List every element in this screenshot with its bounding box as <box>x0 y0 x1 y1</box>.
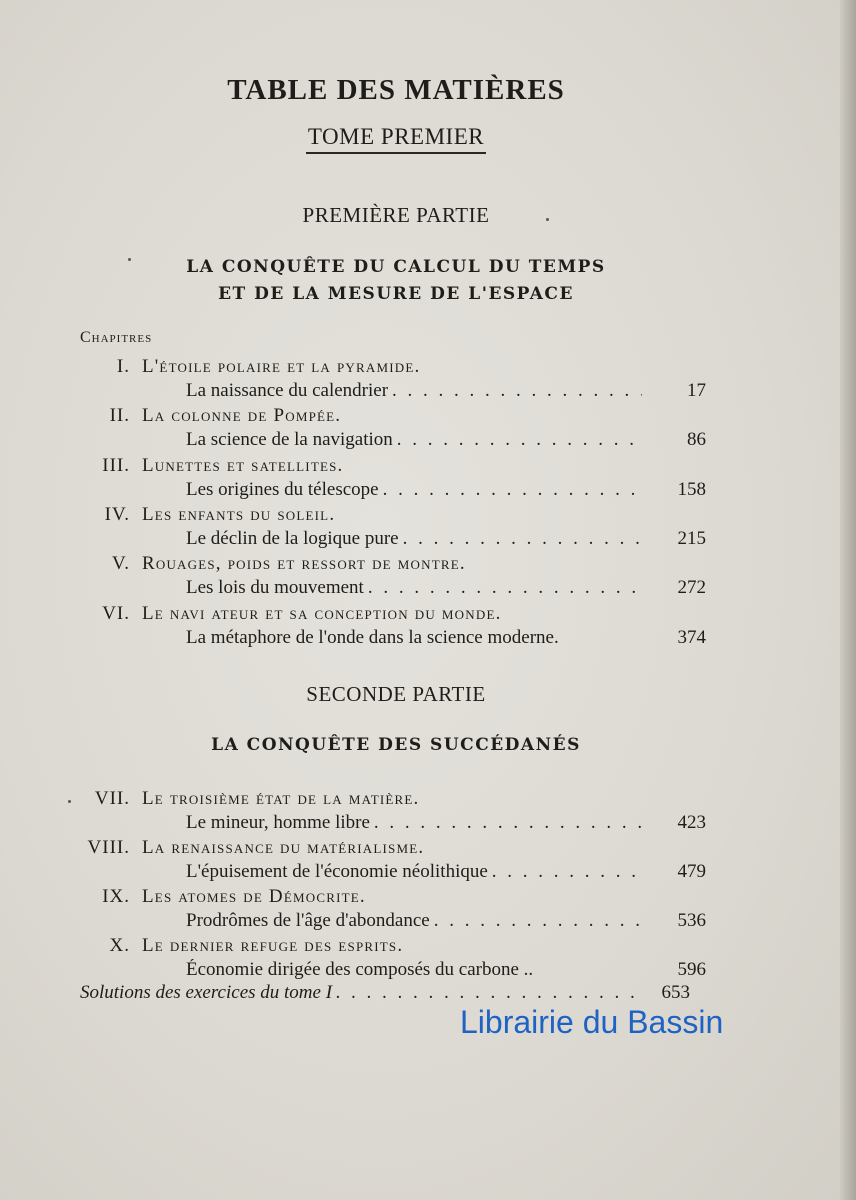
page-number: 596 <box>677 959 706 980</box>
leader-dots <box>492 861 642 883</box>
page-number: 17 <box>687 380 706 401</box>
page-edge <box>840 0 856 1200</box>
chapter-title: Les atomes de Démocrite. <box>142 886 366 907</box>
toc-entry <box>0 935 856 985</box>
toc-entry <box>0 837 856 887</box>
chapter-title: L'étoile polaire et la pyramide. <box>142 356 421 377</box>
chapter-subtitle: La science de la navigation <box>186 429 393 450</box>
leader-dots <box>374 812 642 834</box>
watermark: Librairie du Bassin <box>460 1004 724 1040</box>
chapter-subtitle-line <box>186 910 642 936</box>
page-number: 215 <box>677 528 706 549</box>
toc-entry <box>0 356 856 406</box>
chapter-subtitle: La naissance du calendrier <box>186 380 389 401</box>
part-two-subtitle: LA CONQUÊTE DES SUCCÉDANÉS <box>211 735 581 755</box>
chapter-subtitle: Économie dirigée des composés du carbone .. <box>186 959 534 980</box>
chapter-number: IX. <box>102 886 130 907</box>
leader-dots <box>434 910 642 932</box>
chapter-number: X. <box>109 935 130 956</box>
chapter-number: VII. <box>94 788 130 809</box>
chapter-subtitle: Prodrômes de l'âge d'abondance <box>186 910 430 931</box>
page-number: 374 <box>677 627 706 648</box>
chapter-number: IV. <box>104 504 130 525</box>
chapter-subtitle: L'épuisement de l'économie néolithique <box>186 861 488 882</box>
page-title: TABLE DES MATIÈRES <box>227 74 565 106</box>
leader-dots <box>403 528 642 550</box>
chapter-subtitle: Le mineur, homme libre <box>186 812 370 833</box>
chapter-subtitle: Les origines du télescope <box>186 479 379 500</box>
toc-entry <box>0 504 856 554</box>
chapter-title: Lunettes et satellites. <box>142 455 344 476</box>
page-number: 536 <box>677 910 706 931</box>
part-one-subtitle-line1: LA CONQUÊTE DU CALCUL DU TEMPS <box>186 257 606 277</box>
chapter-title: La colonne de Pompée. <box>142 405 342 426</box>
chapter-title: Le troisième état de la matière. <box>142 788 420 809</box>
chapter-subtitle-line <box>186 577 642 603</box>
tome-title-text: TOME PREMIER <box>306 124 486 154</box>
part-two-title: SECONDE PARTIE <box>306 682 486 706</box>
chapter-subtitle-line <box>186 812 642 838</box>
chapter-subtitle-line <box>186 861 642 887</box>
chapter-subtitle: Le déclin de la logique pure <box>186 528 399 549</box>
chapter-subtitle-line <box>186 380 642 406</box>
part-one-subtitle-line2: ET DE LA MESURE DE L'ESPACE <box>218 284 574 304</box>
chapter-number: II. <box>109 405 130 426</box>
solutions-label: Solutions des exercices du tome I <box>80 982 333 1003</box>
page-number: 272 <box>677 577 706 598</box>
leader-dots <box>368 577 642 599</box>
tome-title <box>0 124 792 150</box>
toc-entry <box>0 886 856 936</box>
leader-dots <box>392 380 642 402</box>
chapter-title: Le navi ateur et sa conception du monde. <box>142 603 502 624</box>
leader-dots <box>397 429 642 451</box>
toc-entry <box>0 455 856 505</box>
chapter-subtitle-line <box>186 479 642 505</box>
toc-entry <box>0 553 856 603</box>
page-number: 158 <box>677 479 706 500</box>
leader-dots <box>336 982 640 1004</box>
page-number: 479 <box>677 861 706 882</box>
chapter-subtitle-line <box>186 627 642 653</box>
chapter-subtitle: La métaphore de l'onde dans la science moderne. <box>186 627 559 648</box>
chapter-title: Le dernier refuge des esprits. <box>142 935 404 956</box>
page-number: 86 <box>687 429 706 450</box>
toc-entry <box>0 603 856 653</box>
chapter-subtitle-line <box>186 528 642 554</box>
toc-entry <box>0 788 856 838</box>
chapter-title: Rouages, poids et ressort de montre. <box>142 553 466 574</box>
chapter-title: Les enfants du soleil. <box>142 504 336 525</box>
chapter-number: V. <box>111 553 130 574</box>
solutions-page-number: 653 <box>661 982 690 1003</box>
chapter-number: VI. <box>102 603 130 624</box>
chapter-subtitle-line <box>186 429 642 455</box>
toc-entry <box>0 405 856 455</box>
chapter-number: III. <box>102 455 130 476</box>
chapters-label: Chapitres <box>80 329 153 346</box>
chapter-number: I. <box>116 356 130 377</box>
chapter-number: VIII. <box>87 837 130 858</box>
leader-dots <box>383 479 642 501</box>
chapter-title: La renaissance du matérialisme. <box>142 837 425 858</box>
page-number: 423 <box>677 812 706 833</box>
chapter-subtitle: Les lois du mouvement <box>186 577 364 598</box>
part-one-title: PREMIÈRE PARTIE <box>302 203 490 227</box>
